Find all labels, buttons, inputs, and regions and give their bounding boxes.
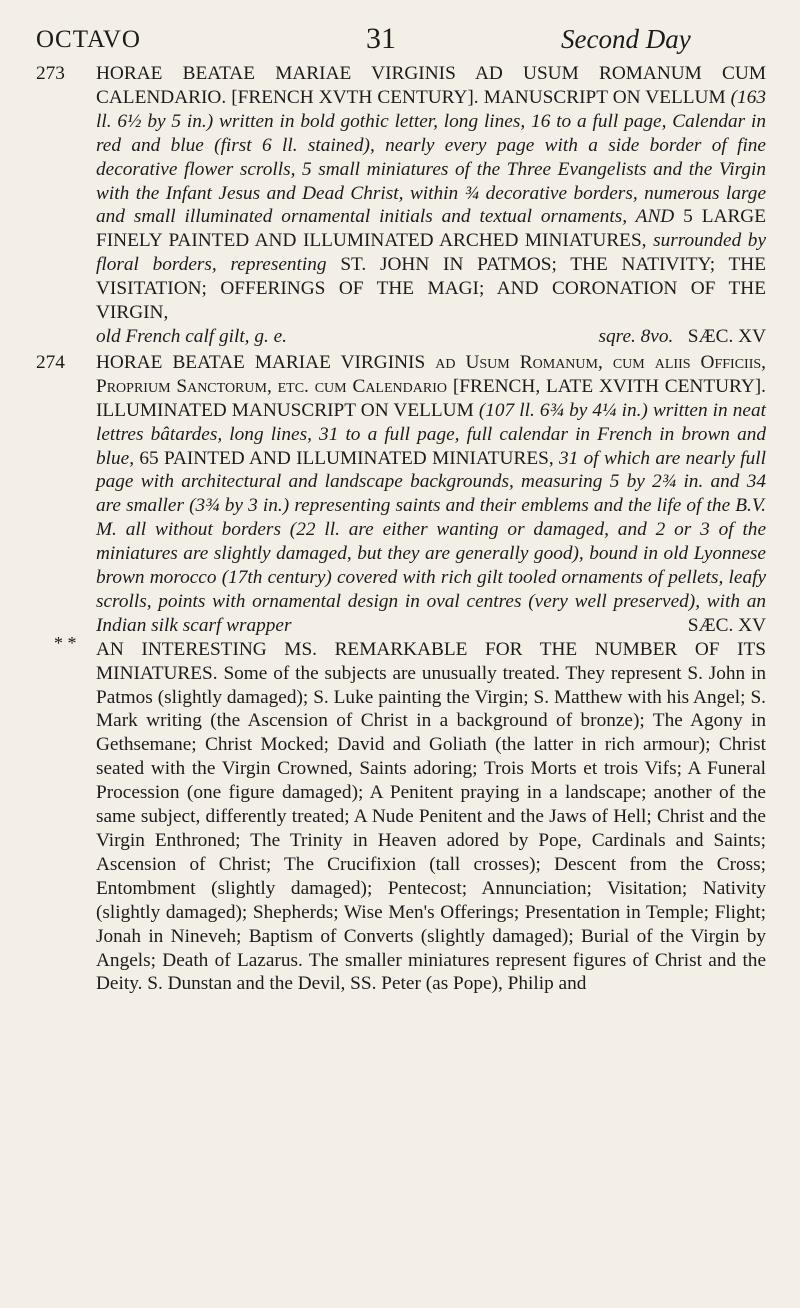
lot-note — [54, 632, 766, 997]
lot-manuscript: ILLUMINATED MANUSCRIPT ON VELLUM — [96, 399, 474, 421]
lot-subjects: ST. JOHN IN PATMOS; THE NATIVITY; THE VISITATION; OFFERINGS OF THE MAGI; AND CORONATION OF THE VIRGIN, — [96, 254, 766, 324]
lot-miniatures-caps: 65 PAINTED AND ILLUMINATED MINIATURES, — [139, 447, 554, 469]
header-sale-day: Second Day — [561, 24, 691, 54]
note-asterisks: * * — [54, 632, 77, 653]
lot-century: [FRENCH XVTH CENTURY]. — [231, 86, 479, 108]
lot-date: SÆC. XV — [687, 614, 766, 636]
lot-final-line — [96, 325, 766, 349]
lot-century: [FRENCH, LATE XVITH CENTURY]. — [452, 375, 766, 397]
lot-title: HORAE BEATAE MARIAE VIRGINIS AD USUM ROMANUM CUM CALENDARIO. — [96, 63, 766, 108]
page-number: 31 — [366, 22, 396, 55]
lot-date: SÆC. XV — [687, 325, 766, 347]
lot-number: 273 — [36, 63, 65, 84]
lot-format: sqre. 8vo. — [598, 325, 674, 347]
note-text: Some of the subjects are unusually treated. They represent S. John in Patmos (slightly damaged); S. Luke painting the Virgin; S. Matthew with his Angel; S. Mark writing (the Ascension of Christ in a background of bronze); The Agony in Gethsemane; Christ Mocked; David and Goliath (the latter in rich armour); Christ seated with the Virgin Crowned, Saints adoring; Trois Morts et trois Vifs; A Funeral Procession (one figure damaged); A Penitent praying in a landscape; another of the same subject, differently treated; A Nude Penitent and the Jaws of Hell; Christ and the Virgin Enthroned; The Trinity in Heaven adored by Pope, Cardinals and Saints; Ascension of Christ; The Crucifixion (tall crosses); Descent from the Cross; Entombment (slightly damaged); Pentecost; Annunciation; Visitation; Nativity (slightly damaged); Shepherds; Wise Men's Offerings; Presentation in Temple; Flight; Jonah in Nineveh; Baptism of Converts (slightly damaged); Burial of the Virgin by Angels; Death of Lazarus. The smaller miniatures represent figures of Christ and the Deity. S. Dunstan and the Devil, SS. Peter (as Pope), Philip and — [96, 662, 766, 995]
running-head — [36, 22, 766, 62]
lot-number: 274 — [36, 351, 65, 373]
lot-binding: old French calf gilt, g. e. — [96, 325, 287, 347]
lot-entry-274 — [36, 351, 766, 996]
lot-details-continued: surrounded by floral borders, representing — [96, 230, 767, 276]
note-heading: AN INTERESTING MS. REMARKABLE FOR THE NUMBER OF ITS MINIATURES. — [96, 638, 766, 684]
lot-description — [96, 351, 766, 638]
lot-manuscript: MANUSCRIPT ON VELLUM — [483, 86, 726, 108]
header-format: OCTAVO — [36, 26, 141, 53]
lot-details-continued: 31 of which are nearly full page with architectural and landscape backgrounds, measuring 5 by 2¾ in. and 34 are smaller (3¾ by 3 in.) representing saints and their emblems and the life of the B.V. M. all without borders (22 ll. are either wanting or damaged, and 2 or 3 of the miniatures are slightly damaged, but they are generally good), bound in old Lyonnese brown morocco (17th century) covered with rich gilt tooled ornaments of pellets, leafy scrolls, points with ornamental design in oval centres (very well preserved), with an Indian silk scarf wrapper — [96, 447, 766, 636]
lot-miniatures-caps: 5 LARGE FINELY PAINTED AND ILLUMINATED ARCHED MINIATURES, — [96, 206, 767, 252]
lot-title: HORAE BEATAE MARIAE VIRGINIS ad Usum Romanum, cum aliis Officiis, Proprium Sanctorum, etc. cum Calendario — [96, 351, 766, 397]
lot-details: (107 ll. 6¾ by 4¼ in.) written in neat lettres bâtardes, long lines, 31 to a full page, full calendar in French in brown and blue, — [96, 399, 766, 469]
lot-description — [96, 62, 766, 349]
lot-entry-273 — [36, 62, 766, 349]
lot-details: (163 ll. 6½ by 5 in.) written in bold gothic letter, long lines, 16 to a full page, Calendar in red and blue (first 6 ll. stained), nearly every page with a side border of fine decorative flower scrolls, 5 small miniatures of the Three Evangelists and the Virgin with the Infant Jesus and Dead Christ, within ¾ decorative borders, numerous large and small illuminated ornamental initials and textual ornaments, AND — [96, 86, 767, 228]
lot-format-date — [599, 325, 766, 349]
